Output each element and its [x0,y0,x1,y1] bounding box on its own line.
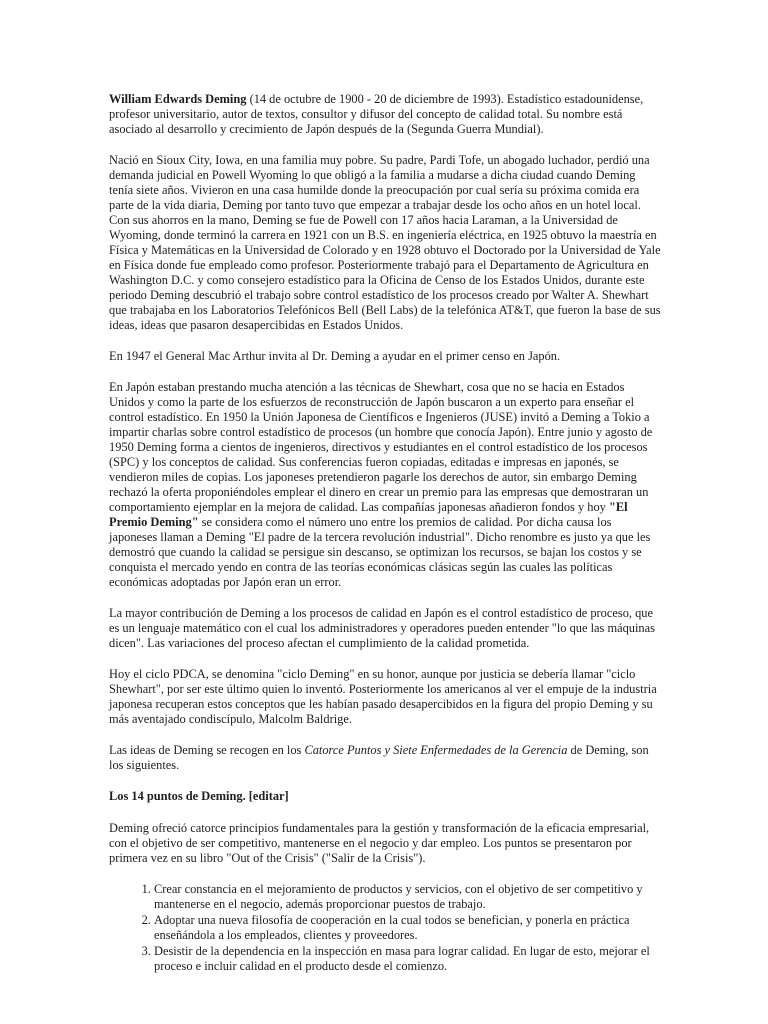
deming-prize-name: "El Premio Deming" [109,500,628,529]
ideas-text-after: de Deming, son los siguientes. [109,743,649,772]
section-heading: Los 14 puntos de Deming. [editar] [109,789,289,803]
ideas-paragraph [109,743,661,773]
intro-paragraph [109,92,661,137]
pdca-paragraph: Hoy el ciclo PDCA, se denomina "ciclo Deming" en su honor, aunque por justicia se debería llamar "ciclo Shewhart", por ser este último quien lo inventó. Posteriormente los americanos al ver el empuje de la industria japonesa recuperan estos conceptos que les habían pasado desapercibidos en la figura del propio Deming y su más aventajado condiscípulo, Malcolm Baldrige. [109,667,657,726]
person-name: William Edwards Deming [109,92,247,106]
japan-text-after: se considera como el número uno entre los premios de calidad. Por dicha causa los japoneses llaman a Deming "El padre de la tercera revolución industrial". Dicho renombre es justo ya que les demostró que cuando la calidad se persigue sin descanso, se optimizan los recursos, se bajan los costos y se conquista el mercado yendo en contra de las teorías económicas clásicas según las cuales las políticas económicas adoptadas por Japón eran un error. [109,515,651,589]
intro-text: (14 de octubre de 1900 - 20 de diciembre de 1993). Estadístico estadounidense, profesor universitario, autor de textos, consultor y difusor del concepto de calidad total. Su nombre está asociado al desarrollo y crecimiento de Japón después de la (Segunda Guerra Mundial). [109,92,644,136]
ideas-book-title: Catorce Puntos y Siete Enfermedades de la Gerencia [304,743,568,757]
list-item: 1. Crear constancia en el mejoramiento de productos y servicios, con el objetivo de ser competitivo y mantenerse en el negocio, además proporcionar puestos de trabajo. [154,882,661,912]
principles-paragraph: Deming ofreció catorce principios fundamentales para la gestión y transformación de la eficacia empresarial, con el objetivo de ser competitivo, mantenerse en el negocio y dar empleo. Los puntos se presentaron por primera vez en su libro "Out of the Crisis" ("Salir de la Crisis"). [109,821,650,865]
biography-paragraph: Nació en Sioux City, Iowa, en una familia muy pobre. Su padre, Pardi Tofe, un abogado luchador, perdió una demanda judicial en Powell Wyoming lo que obligó a la familia a mudarse a dicha ciudad cuando Deming tenía siete años. Vivieron en una casa humilde donde la preocupación por cual sería su próxima comida era parte de la vida diaria, Deming por tanto tuvo que empezar a trabajar desde los ocho años en un hotel local. Con sus ahorros en la mano, Deming se fue de Powell con 17 años hacia Laraman, a la Universidad de Wyoming, donde terminó la carrera en 1921 con un B.S. en ingeniería eléctrica, en 1925 obtuvo la maestría en Física y Matemáticas en la Universidad de Colorado y en 1928 obtuvo el Doctorado por la Universidad de Yale en Física donde fue empleado como profesor. Posteriormente trabajó para el Departamento de Agricultura en Washington D.C. y como consejero estadístico para la Oficina de Censo de los Estados Unidos, durante este periodo Deming descubrió el trabajo sobre control estadístico de los procesos creado por Walter A. Shewhart que trabajaba en los Laboratorios Telefónicos Bell (Bell Labs) de la telefónica AT&T, que fueron la base de sus ideas, ideas que pasaron desapercibidas en Estados Unidos. [109,153,661,332]
ideas-text-before: Las ideas de Deming se recogen en los [109,743,305,757]
japan-paragraph [109,380,661,590]
document-page [109,92,661,975]
list-item: 3. Desistir de la dependencia en la inspección en masa para lograr calidad. En lugar de esto, mejorar el proceso e incluir calidad en el producto desde el comienzo. [154,944,661,974]
contribution-paragraph: La mayor contribución de Deming a los procesos de calidad en Japón es el control estadístico de proceso, que es un lenguaje matemático con el cual los administradores y operadores pueden entender "lo que las máquinas dicen". Las variaciones del proceso afectan el cumplimiento de la calidad prometida. [109,606,655,650]
japan-text-before: En Japón estaban prestando mucha atención a las técnicas de Shewhart, cosa que no se hacia en Estados Unidos y como la parte de los esfuerzos de reconstrucción de Japón buscaron a un experto para enseñar el control estadístico. En 1950 la Unión Japonesa de Científicos e Ingenieros (JUSE) invitó a Deming a Tokio a impartir charlas sobre control estadístico de procesos (un hombre que conocía Japón). Entre junio y agosto de 1950 Deming forma a cientos de ingenieros, directivos y estudiantes en el control estadístico de los procesos (SPC) y los conceptos de calidad. Sus conferencias fueron copiadas, editadas e impresas en japonés, se vendieron miles de copias. Los japoneses pretendieron pagarle los derechos de autor, sin embargo Deming rechazó la oferta proponiéndoles emplear el dinero en crear un premio para las empresas que demostraran un comportamiento ejemplar en la mejora de calidad. Las compañías japonesas añadieron fondos y hoy [109,380,653,514]
list-item: 2. Adoptar una nueva filosofía de cooperación en la cual todos se benefician, y ponerla en práctica enseñándola a los empleados, clientes y proveedores. [154,913,661,943]
macarthur-paragraph: En 1947 el General Mac Arthur invita al Dr. Deming a ayudar en el primer censo en Japón. [109,349,561,363]
points-list [109,882,661,974]
